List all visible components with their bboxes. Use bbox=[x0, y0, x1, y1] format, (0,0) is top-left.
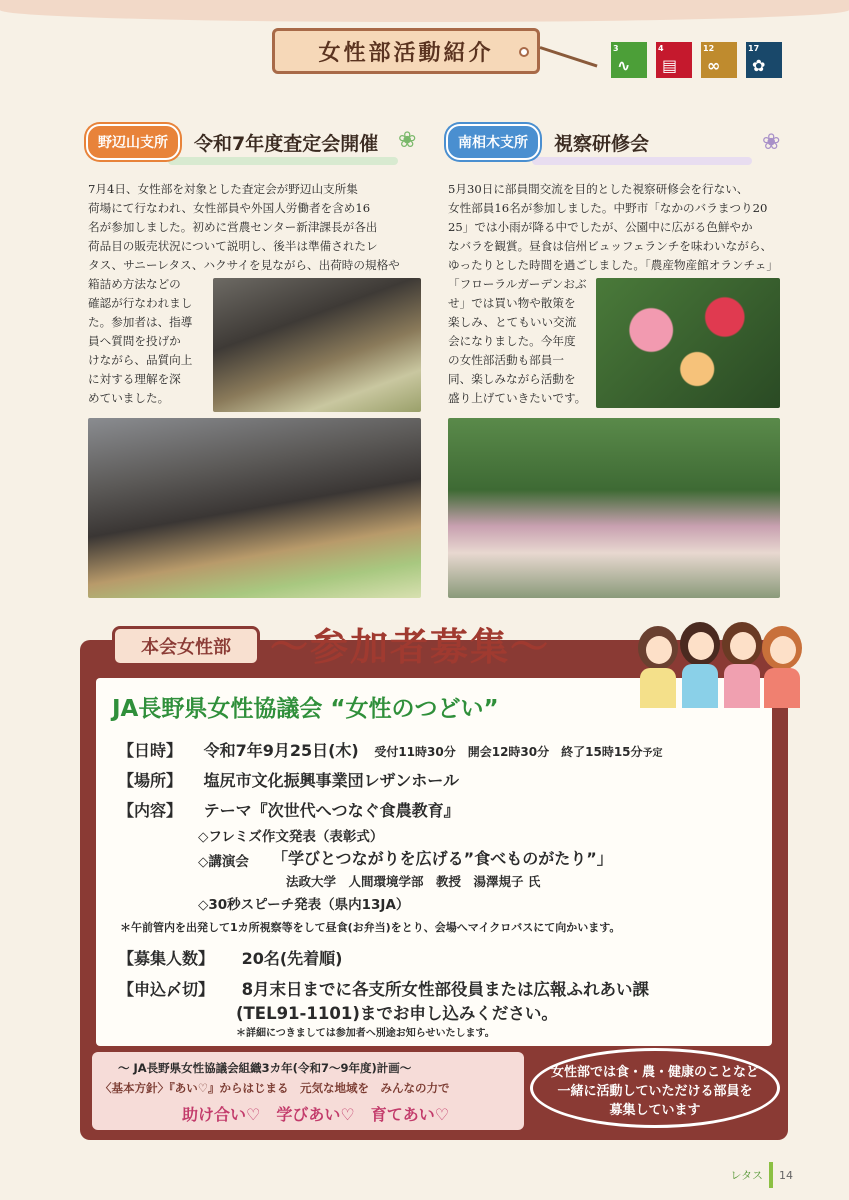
magazine-name: レタス bbox=[730, 1169, 763, 1182]
footer-bar bbox=[769, 1162, 773, 1188]
page-number: 14 bbox=[779, 1168, 793, 1182]
row-apply: 【申込〆切】 8月末日までに各支所女性部役員または広報ふれあい課 bbox=[118, 980, 650, 999]
content-speech: ◇30秒スピーチ発表（県内13JA） bbox=[198, 897, 410, 913]
photo-cabbage-sorting bbox=[88, 418, 421, 598]
sdg-17-icon: 17 ✿ bbox=[746, 42, 782, 78]
top-decorative-band bbox=[0, 0, 849, 22]
right-section-title: 視察研修会 bbox=[554, 132, 650, 155]
page-footer bbox=[730, 1162, 793, 1188]
sdg-4-icon: 4 ▤ bbox=[656, 42, 692, 78]
plan-slogan: 助け合い♡ 学びあい♡ 育てあい♡ bbox=[182, 1105, 450, 1124]
event-title: JA長野県女性協議会 “女性のつどい” bbox=[112, 696, 499, 722]
flower-icon: ❀ bbox=[762, 130, 781, 155]
tag-hole bbox=[519, 47, 529, 57]
photo-group-garden bbox=[448, 418, 780, 598]
recruit-title: 〜参加者募集〜 bbox=[270, 625, 551, 669]
row-datetime: 【日時】 令和7年9月25日(木) 受付11時30分 開会12時30分 終了15時15分予定 bbox=[118, 741, 663, 760]
page-title: 女性部活動紹介 bbox=[318, 40, 494, 66]
transport-note: ＊午前管内を出発して1カ所視察等をして昼食(お弁当)をとり、会場へマイクロバスにて向かいます。 bbox=[120, 921, 621, 934]
left-section-title: 令和7年度査定会開催 bbox=[194, 132, 379, 155]
sdg-3-icon: 3 ∿ bbox=[611, 42, 647, 78]
branch-badge-minamiaiki: 南相木支所 bbox=[446, 124, 540, 160]
sdg-12-icon: 12 ∞ bbox=[701, 42, 737, 78]
recruit-members-oval: 女性部では食・農・健康のことなど 一緒に活動していただける部員を 募集しています bbox=[530, 1048, 780, 1128]
photo-roses bbox=[596, 278, 780, 408]
right-section-header bbox=[446, 125, 649, 159]
leaf-icon: ❀ bbox=[398, 128, 417, 153]
content-lecture-title: 「学びとつながりを広げる”食べものがたり”」 bbox=[272, 849, 613, 868]
recruit-badge: 本会女性部 bbox=[112, 626, 260, 666]
row-venue: 【場所】 塩尻市文化振興事業団レザンホール bbox=[118, 771, 459, 790]
branch-badge-nobeyama: 野辺山支所 bbox=[86, 124, 180, 160]
content-lecture-label: ◇講演会 bbox=[198, 854, 249, 870]
content-lecturer: 法政大学 人間環境学部 教授 湯澤規子 氏 bbox=[286, 874, 541, 889]
illustration-women bbox=[628, 618, 808, 708]
details-note: ＊詳細につきましては参加者へ別途お知らせいたします。 bbox=[236, 1028, 495, 1039]
plan-policy: 〈基本方針〉『あい♡』からはじまる 元気な地域を みんなの力で bbox=[100, 1081, 450, 1095]
row-capacity: 【募集人数】 20名(先着順) bbox=[118, 949, 343, 968]
row-content: 【内容】 テーマ『次世代へつなぐ食農教育』 bbox=[118, 801, 460, 820]
right-article-text: 5月30日に部員間交流を目的とした視察研修会を行ない、 女性部員16名が参加しました。中野市「なかのバラまつり20 25」では小雨が降る中でしたが、公園中に広がる色鮮やか なバラを観賞。昼食は信州ビュッフェランチを味わいながら、 ゆったりとした時間を過ごしました。「農産物産館オランチェ」 「フローラルガーデンおぶ せ」では買い物や散策を 楽しみ、とてもいい交流 会になりました。今年度 の女性部活動も部員一 同、楽しみながら活動を 盛り上げていきたいです。 bbox=[448, 182, 778, 405]
tag-string bbox=[540, 46, 598, 67]
photo-inspection-meeting bbox=[213, 278, 421, 412]
left-section-header bbox=[86, 125, 378, 159]
plan-heading: 〜 JA長野県女性協議会組織3カ年(令和7〜9年度)計画〜 bbox=[118, 1061, 412, 1075]
content-essay: ◇フレミズ作文発表（表彰式） bbox=[198, 829, 384, 845]
apply-line2: (TEL91-1101)までお申し込みください。 bbox=[236, 1004, 558, 1023]
page-title-tag bbox=[272, 28, 540, 74]
left-article-text: 7月4日、女性部を対象とした査定会が野辺山支所集 荷場にて行なわれ、女性部員や外国人労働者を含め16 名が参加しました。初めに営農センター新津課長が各出 荷品目の販売状況について説明し、後半は準備されたレ タス、サニーレタス、ハクサイを見ながら、出荷時の規格や 箱詰め方法などの 確認が行なわれまし た。参加者は、指導 員へ質問を投げか けながら、品質向上 に対する理解を深 めていました。 bbox=[88, 182, 400, 405]
